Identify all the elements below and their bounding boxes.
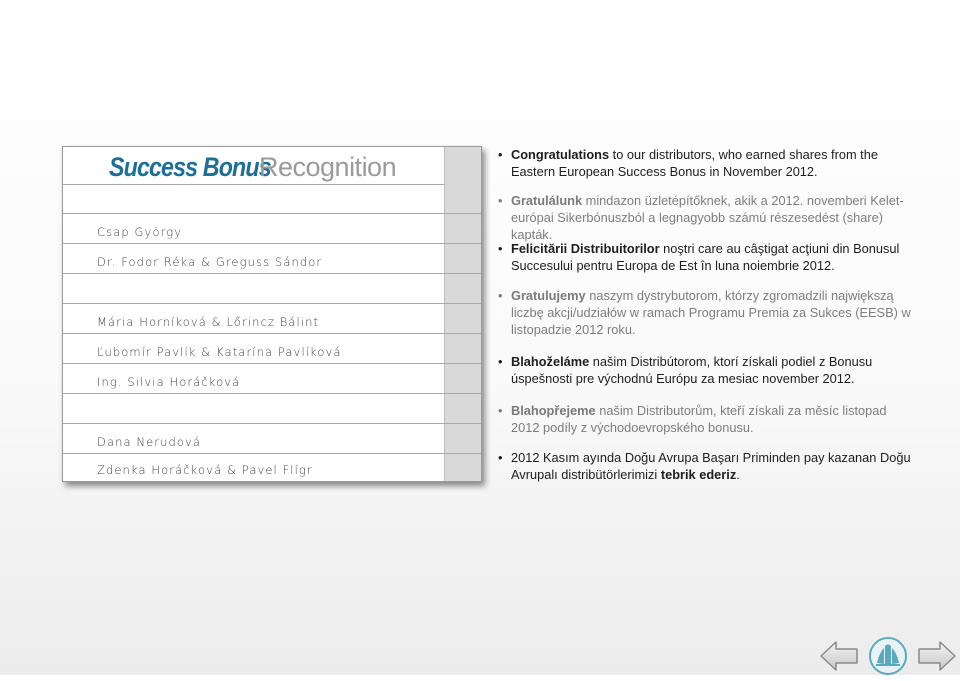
table-row [63, 304, 481, 334]
table-row [63, 364, 481, 394]
row-name: Ľubomír Pavlík & Katarína Pavlíková [97, 345, 342, 359]
item-text: našim Distributorům, kteří získali za měsíc listopad 2012 podíly z východoevropského bonusu. [511, 403, 887, 435]
table-header [63, 147, 481, 185]
table-row [63, 424, 481, 454]
logo-home-icon[interactable] [868, 636, 908, 681]
item-lead: Felicitării Distribuitorilor [511, 241, 660, 256]
table-row [63, 334, 481, 364]
table-row [63, 244, 481, 274]
title-success-bonus: Success Bonus [109, 152, 271, 182]
item-text: to our distributors, who earned shares from the Eastern European Success Bonus in November 2012. [511, 147, 878, 179]
row-name: Mária Horníková & Lőrincz Bálint [97, 315, 320, 329]
title-recognition: Recognition [259, 152, 397, 182]
item-text: 2012 Kasım ayında Doğu Avrupa Başarı Priminden pay kazanan Doğu Avrupalı distribütörlerimizi [511, 450, 911, 482]
next-arrow-icon[interactable] [916, 639, 958, 678]
item-lead: Gratulujemy [511, 288, 586, 303]
table-row [63, 184, 481, 214]
prev-arrow-icon[interactable] [818, 639, 860, 678]
item-lead: Gratulálunk [511, 193, 583, 208]
table-row [63, 394, 481, 424]
table-row [63, 214, 481, 244]
row-name: Ing. Silvia Horáčková [97, 375, 241, 389]
row-name: Csap György [97, 225, 183, 239]
row-name: Dana Nerudová [97, 435, 202, 449]
item-text: mindazon üzletépítőknek, akik a 2012. novemberi Kelet-európai Sikerbónuszból a legnagyobb számú részesedést (share) kapták. [511, 193, 904, 242]
header-gray-cell [444, 147, 481, 184]
row-name: Zdenka Horáčková & Pavel Flígr [97, 463, 313, 477]
item-text: našim Distribútorom, ktorí získali podiel z Bonusu úspešnosti pre východnú Európu za mesiac november 2012. [511, 354, 873, 386]
item-lead: Congratulations [511, 147, 610, 162]
item-lead: Blahopřejeme [511, 403, 596, 418]
item-emphasis: tebrik ederiz [660, 467, 737, 482]
recognition-table [62, 146, 482, 482]
item-text: noştri care au câştigat acţiuni din Bonusul Succesului pentru Europa de Est în luna noiembrie 2012. [511, 241, 900, 273]
item-text: naszym dystrybutorom, którzy zgromadzili największą liczbę akcji/udziałów w ramach Programu Premia za Sukces (EESB) w listopadzie 2012 roku. [511, 288, 911, 337]
item-tail: . [736, 467, 740, 482]
row-name: Dr. Fodor Réka & Greguss Sándor [97, 255, 323, 269]
table-row [63, 454, 481, 481]
item-lead: Blahoželáme [511, 354, 590, 369]
table-row [63, 274, 481, 304]
